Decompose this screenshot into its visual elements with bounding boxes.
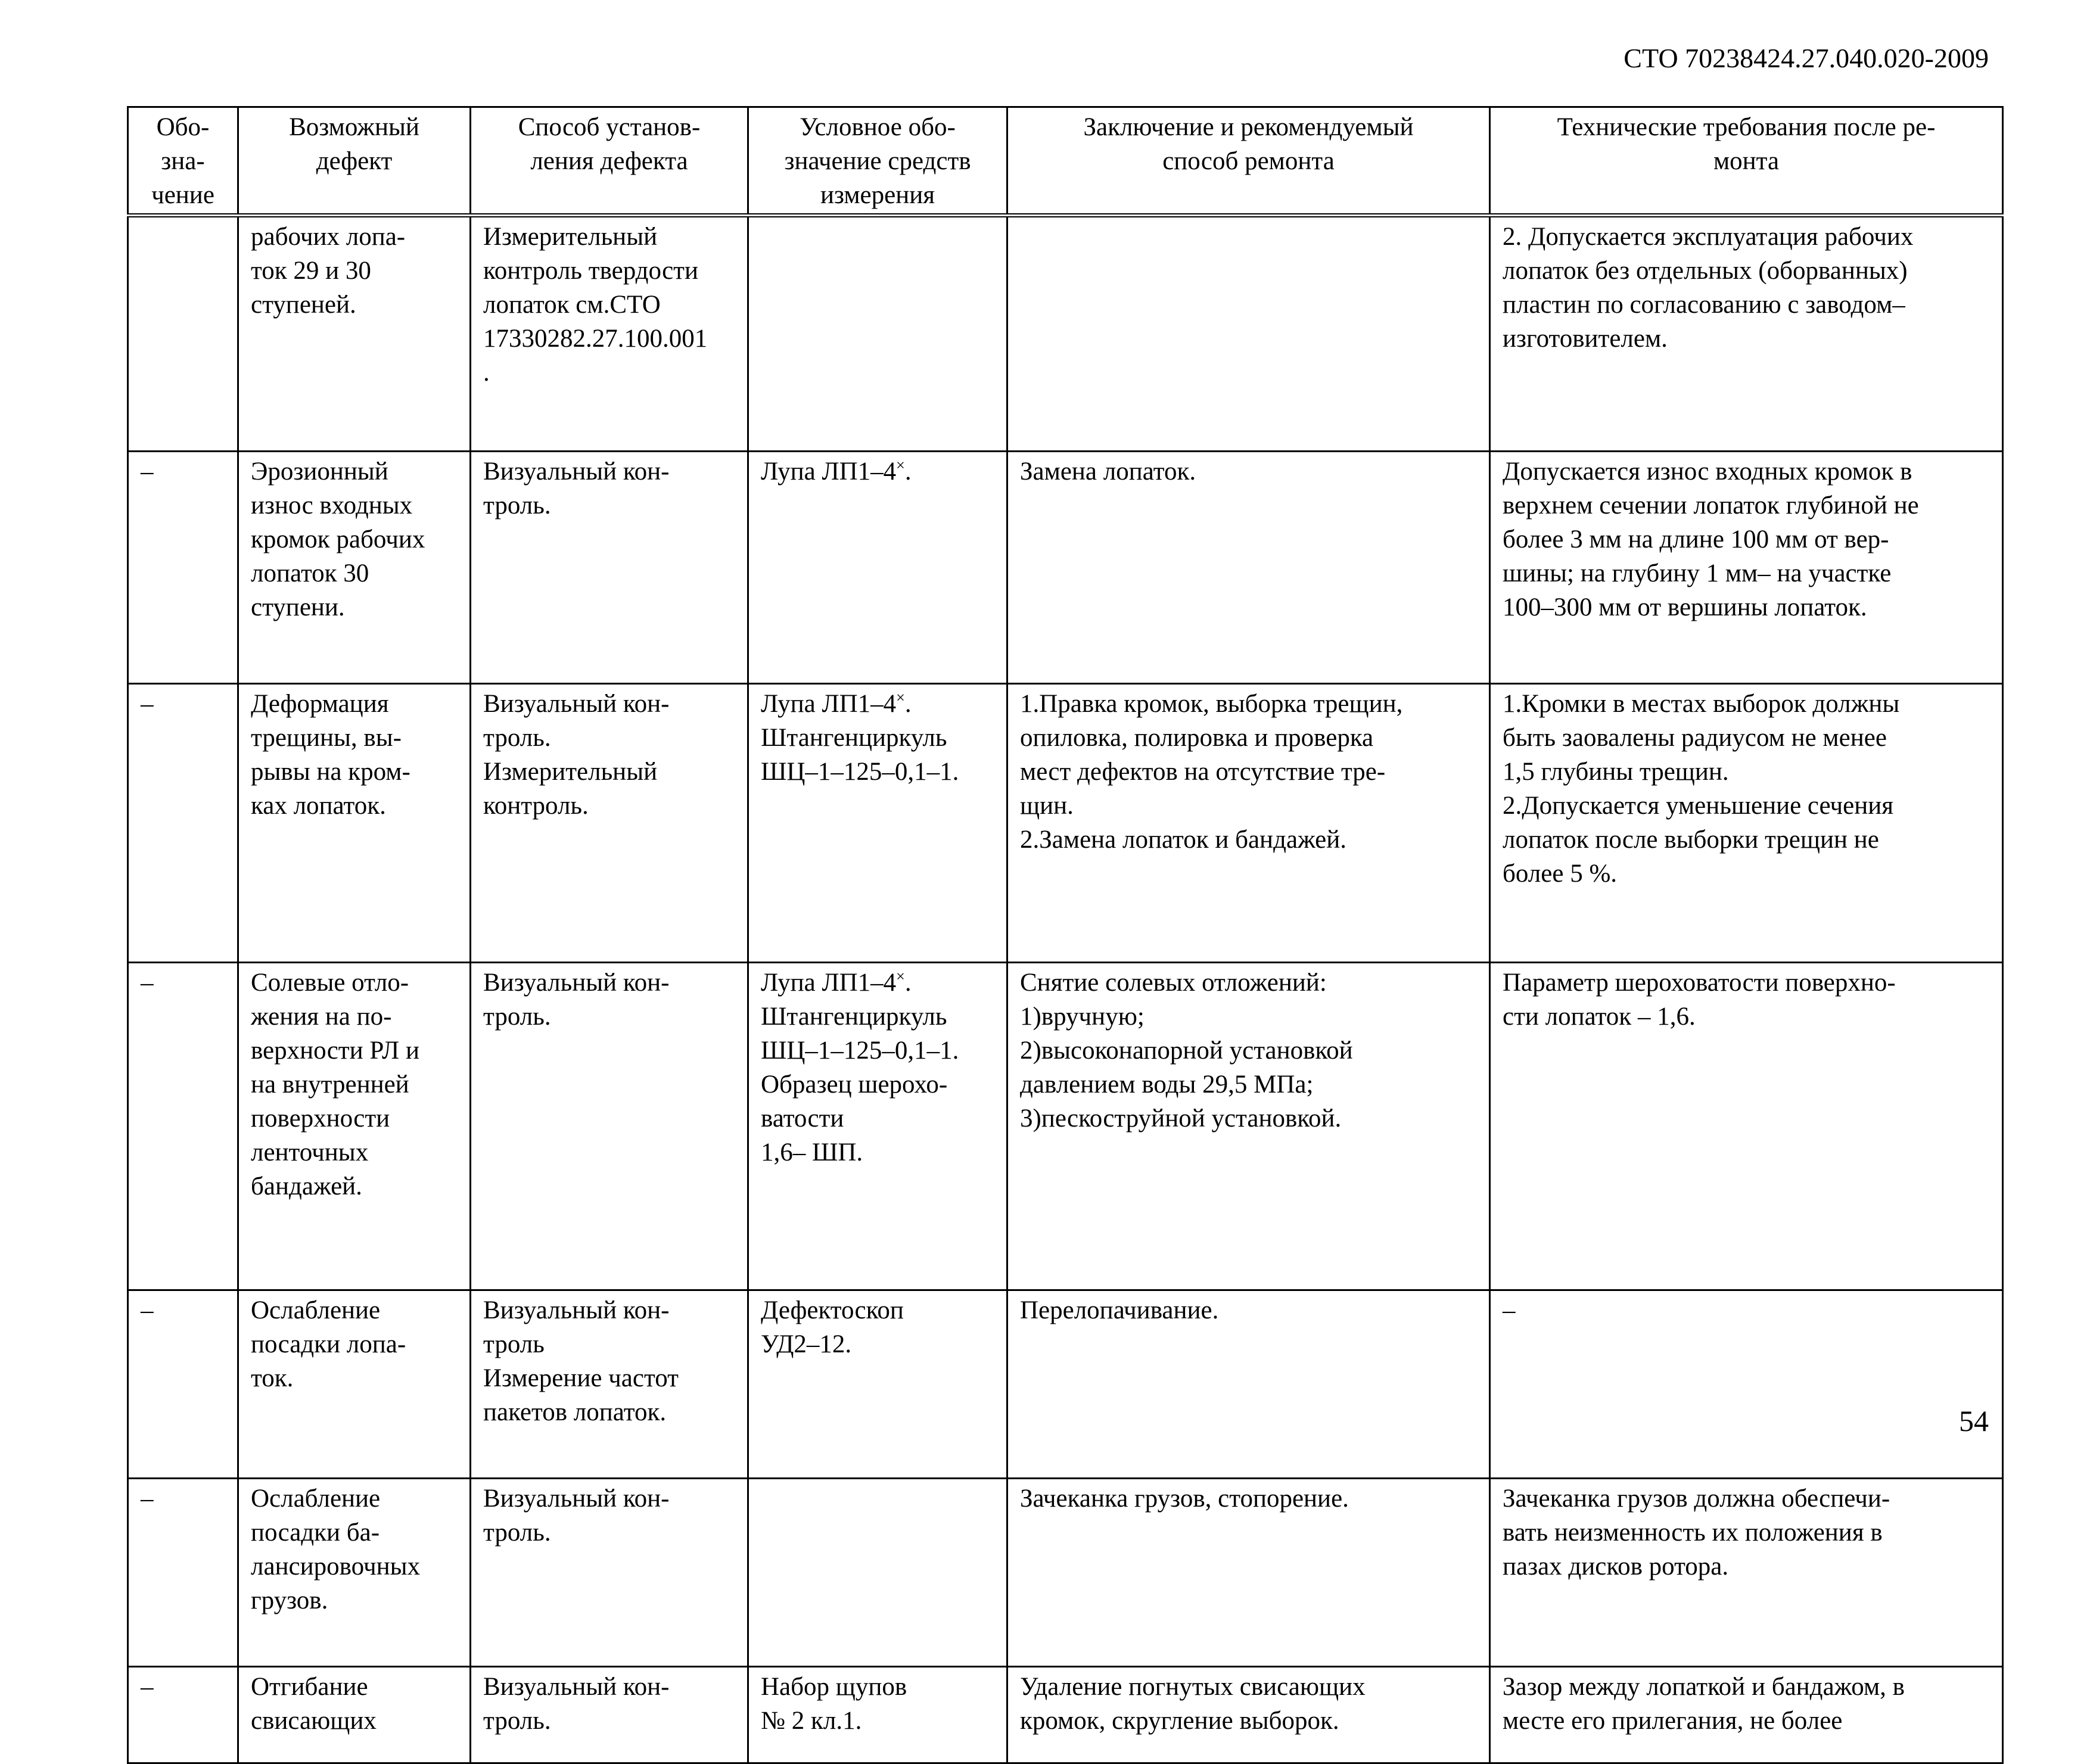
cell-text-line: лансировочных [251,1553,421,1581]
header-text-line: Условное обо- [800,113,956,141]
defects-table [127,106,2004,1764]
cell-requirements [1490,1290,2003,1479]
cell-text-line: вать неизменность их положения в [1503,1519,1883,1547]
cell-requirements [1490,216,2003,452]
cell-method [471,1479,748,1667]
table-header [128,107,2003,216]
cell-text-line: посадки лопа- [251,1330,406,1358]
header-text-line: монта [1713,147,1780,175]
header-repair [1007,107,1490,216]
cell-text-line: на внутренней [251,1071,409,1099]
cell-text-line: 1)вручную; [1020,1003,1144,1031]
header-text-line: чение [151,181,214,209]
cell-text-line: Удаление погнутых свисающих [1020,1673,1366,1701]
cell-text-line: сти лопаток – 1,6. [1503,1003,1696,1031]
cell-designation [128,216,238,452]
cell-text-line: – [141,458,154,486]
cell-text-line: Штангенциркуль [761,724,947,752]
cell-text-line: 1.Правка кромок, выборка трещин, [1020,690,1403,718]
cell-text-line: лопаток после выборки трещин не [1503,826,1879,854]
cell-text-line: Зазор между лопаткой и бандажом, в [1503,1673,1905,1701]
cell-text-line: ках лопаток. [251,792,386,820]
header-requirements [1490,107,2003,216]
magnification-mark: × [896,967,905,985]
cell-text-line: троль. [483,491,551,519]
cell-text-line: более 5 %. [1503,860,1618,888]
cell-text-line: пластин по согласованию с заводом– [1503,291,1905,319]
cell-requirements [1490,684,2003,963]
cell-text-line: 1.Кромки в местах выборок должны [1503,690,1900,718]
cell-text-line: ватости [761,1105,844,1133]
cell-text-line: кромок, скругление выборок. [1020,1707,1339,1735]
cell-text-line: ШЦ–1–125–0,1–1. [761,1037,959,1065]
cell-text-line: опиловка, полировка и проверка [1020,724,1374,752]
cell-text-line: Измерительный [483,223,658,251]
cell-text-line: лопаток см.СТО [483,291,661,319]
table-row [128,1667,2003,1763]
cell-text-line: Зачеканка грузов, стопорение. [1020,1485,1349,1513]
cell-text-line: Измерительный [483,758,658,786]
header-text-line: Способ установ- [518,113,701,141]
header-text-line: Технические требования после ре- [1557,113,1936,141]
cell-text-line: Измерение частот [483,1364,679,1392]
cell-text-line: 1,6– ШП. [761,1138,863,1166]
cell-text-line: посадки ба- [251,1519,380,1547]
cell-text-line: ток 29 и 30 [251,257,371,285]
cell-repair [1007,216,1490,452]
header-tools [748,107,1007,216]
cell-text-line: 17330282.27.100.001 [483,325,708,353]
cell-text-line: – [141,690,154,718]
cell-text-line: поверхности [251,1105,390,1133]
cell-method [471,684,748,963]
cell-repair [1007,452,1490,684]
table-row [128,452,2003,684]
cell-text-line: Лупа ЛП1–4×. [761,456,912,486]
cell-text-line: троль. [483,1519,551,1547]
cell-text-line: Параметр шероховатости поверхно- [1503,969,1896,997]
cell-designation [128,1290,238,1479]
cell-method [471,452,748,684]
cell-text-line: месте его прилегания, не более [1503,1707,1843,1735]
cell-text-line: Ослабление [251,1485,381,1513]
table-row [128,963,2003,1290]
cell-tools [748,1290,1007,1479]
cell-text-line: жения на по- [251,1003,392,1031]
cell-text-line: трещины, вы- [251,724,402,752]
header-designation [128,107,238,216]
cell-defect [238,452,471,684]
cell-designation [128,684,238,963]
table-row [128,1290,2003,1479]
cell-text-line: Визуальный кон- [483,1485,670,1513]
cell-text-line: свисающих [251,1707,377,1735]
cell-text-line: Зачеканка грузов должна обеспечи- [1503,1485,1890,1513]
table-row [128,1479,2003,1667]
cell-text-line: Эрозионный [251,458,388,486]
cell-tools [748,963,1007,1290]
cell-tools [748,216,1007,452]
cell-tools [748,684,1007,963]
cell-requirements [1490,963,2003,1290]
cell-text-line: лопаток 30 [251,559,369,587]
magnification-mark: × [896,689,905,707]
cell-method [471,963,748,1290]
cell-defect [238,216,471,452]
cell-text-line: Лупа ЛП1–4×. [761,689,912,718]
cell-text-line: Визуальный кон- [483,690,670,718]
cell-text-line: Визуальный кон- [483,1296,670,1324]
cell-repair [1007,1290,1490,1479]
cell-text-line: – [141,1485,154,1513]
cell-text-line: 2.Допускается уменьшение сечения [1503,792,1894,820]
cell-requirements [1490,1667,2003,1763]
cell-designation [128,1667,238,1763]
cell-text-line: Дефектоскоп [761,1296,904,1324]
cell-text-line: – [1503,1296,1516,1324]
header-text-line: значение средств [784,147,971,175]
header-text-line: измерения [820,181,935,209]
cell-text-line: рабочих лопа- [251,223,406,251]
cell-text-line: Штангенциркуль [761,1003,947,1031]
cell-tools [748,1667,1007,1763]
cell-text-line: давлением воды 29,5 МПа; [1020,1071,1314,1099]
cell-text-line: изготовителем. [1503,325,1668,353]
cell-repair [1007,684,1490,963]
cell-text-line: Лупа ЛП1–4×. [761,967,912,997]
cell-repair [1007,1479,1490,1667]
cell-text-line: Визуальный кон- [483,458,670,486]
cell-text-line: Снятие солевых отложений: [1020,969,1327,997]
cell-defect [238,1667,471,1763]
header-text-line: способ ремонта [1162,147,1335,175]
cell-text-line: контроль твердости [483,257,698,285]
cell-text-line: Замена лопаток. [1020,458,1196,486]
header-row [128,107,2003,216]
cell-text-line: ступеней. [251,291,356,319]
magnification-mark: × [896,456,905,474]
cell-text-line: кромок рабочих [251,525,425,553]
cell-text-line: 2.Замена лопаток и бандажей. [1020,826,1347,854]
cell-requirements [1490,452,2003,684]
cell-text-line: – [141,1673,154,1701]
cell-text-line: Визуальный кон- [483,1673,670,1701]
cell-text-line: ступени. [251,593,345,621]
cell-text-line: пазах дисков ротора. [1503,1553,1729,1581]
cell-text-line: троль. [483,1707,551,1735]
cell-designation [128,1479,238,1667]
document-code: СТО 70238424.27.040.020-2009 [1624,43,1989,73]
cell-text-line: рывы на кром- [251,758,410,786]
header-text-line: Заключение и рекомендуемый [1083,113,1414,141]
cell-text-line: износ входных [251,491,413,519]
cell-text-line: – [141,969,154,997]
cell-text-line: 2. Допускается эксплуатация рабочих [1503,223,1914,251]
cell-text-line: ток. [251,1364,294,1392]
cell-text-line: троль. [483,1003,551,1031]
cell-text-line: щин. [1020,792,1074,820]
cell-text-line: Перелопачивание. [1020,1296,1219,1324]
header-text-line: дефект [316,147,393,175]
cell-text-line: Деформация [251,690,389,718]
cell-text-line: троль. [483,724,551,752]
cell-text-line: 2)высоконапорной установкой [1020,1037,1353,1065]
cell-text-line: 3)пескоструйной установкой. [1020,1105,1342,1133]
cell-text-line: Образец шерохо- [761,1071,948,1099]
cell-defect [238,1290,471,1479]
cell-text-line: Ослабление [251,1296,381,1324]
cell-text-line: быть заовалены радиусом не менее [1503,724,1887,752]
table-body [128,216,2003,1763]
cell-text-line: верхности РЛ и [251,1037,419,1065]
cell-text-line: – [141,1296,154,1324]
cell-text-line: мест дефектов на отсутствие тре- [1020,758,1386,786]
cell-defect [238,1479,471,1667]
header-method [471,107,748,216]
table-row [128,216,2003,452]
cell-text-line: контроль. [483,792,589,820]
cell-text-line: Допускается износ входных кромок в [1503,458,1912,486]
cell-text-line: Набор щупов [761,1673,907,1701]
cell-text-line: ШЦ–1–125–0,1–1. [761,758,959,786]
cell-repair [1007,1667,1490,1763]
cell-text-line: ленточных [251,1138,369,1166]
cell-designation [128,452,238,684]
cell-designation [128,963,238,1290]
cell-text-line: шины; на глубину 1 мм– на участке [1503,559,1892,587]
cell-defect [238,963,471,1290]
cell-method [471,1667,748,1763]
cell-text-line: троль [483,1330,545,1358]
header-text-line: ления дефекта [530,147,688,175]
cell-text-line: грузов. [251,1586,328,1614]
header-defect [238,107,471,216]
cell-text-line: . [483,359,490,387]
cell-text-line: Солевые отло- [251,969,409,997]
cell-tools [748,1479,1007,1667]
cell-repair [1007,963,1490,1290]
cell-text-line: верхнем сечении лопаток глубиной не [1503,491,1919,519]
cell-text-line: Отгибание [251,1673,368,1701]
header-text-line: Обо- [156,113,210,141]
cell-requirements [1490,1479,2003,1667]
cell-text-line: 1,5 глубины трещин. [1503,758,1729,786]
cell-method [471,216,748,452]
header-text-line: Возможный [289,113,419,141]
cell-text-line: лопаток без отдельных (оборванных) [1503,257,1908,285]
cell-tools [748,452,1007,684]
cell-text-line: пакетов лопаток. [483,1398,667,1426]
cell-defect [238,684,471,963]
cell-text-line: № 2 кл.1. [761,1707,862,1735]
cell-text-line: 100–300 мм от вершины лопаток. [1503,593,1867,621]
cell-text-line: Визуальный кон- [483,969,670,997]
table-row [128,684,2003,963]
cell-text-line: УД2–12. [761,1330,852,1358]
cell-method [471,1290,748,1479]
cell-text-line: бандажей. [251,1172,362,1200]
header-text-line: зна- [161,147,205,175]
cell-text-line: более 3 мм на длине 100 мм от вер- [1503,525,1889,553]
page-number: 54 [1959,1404,1989,1438]
